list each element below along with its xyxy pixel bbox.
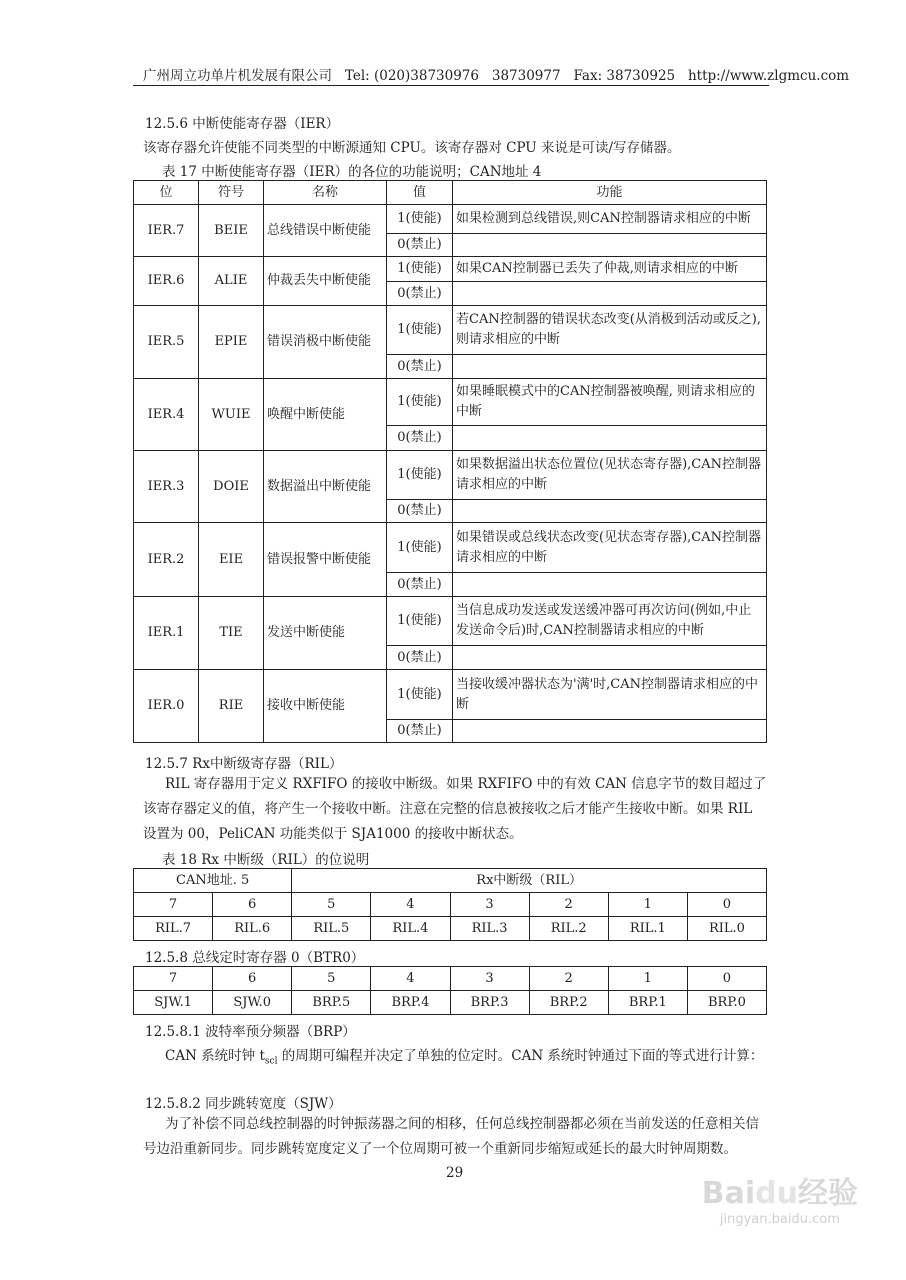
section-title-brp: 12.5.8.1 波特率预分频器（BRP） xyxy=(145,1024,356,1040)
bit-cell: IER.3 xyxy=(134,451,199,523)
value-disable-cell: 0(禁止) xyxy=(387,426,453,451)
value-disable-cell: 0(禁止) xyxy=(387,234,453,257)
section-title-ril: 12.5.7 Rx中断级寄存器（RIL） xyxy=(145,756,343,772)
symbol-cell: TIE xyxy=(199,597,264,670)
symbol-cell: EIE xyxy=(199,523,264,597)
bit-index-cell: 7 xyxy=(134,893,213,917)
bit-cell: IER.1 xyxy=(134,597,199,670)
ier-header-cell: 名称 xyxy=(264,181,387,205)
function-cell: 如果错误或总线状态改变(见状态寄存器),CAN控制器请求相应的中断 xyxy=(453,523,767,573)
function-empty-cell xyxy=(453,282,767,306)
page-number: 29 xyxy=(446,1165,464,1181)
bit-cell: IER.5 xyxy=(134,306,199,379)
value-disable-cell: 0(禁止) xyxy=(387,573,453,597)
value-enable-cell: 1(使能) xyxy=(387,306,453,355)
value-enable-cell: 1(使能) xyxy=(387,205,453,234)
section-text-ril: RIL 寄存器用于定义 RXFIFO 的接收中断级。如果 RXFIFO 中的有效 CAN 信息字节的数目超过了该寄存器定义的值，将产生一个接收中断。注意在完整的信息被接收之后才能产生接收中断。如果 RIL 设置为 00，PeliCAN 功能类似于 SJA1000 的接收中断状态。 xyxy=(143,776,767,842)
bit-index-cell: 5 xyxy=(292,967,371,991)
ier-row xyxy=(134,257,767,282)
ier-table xyxy=(133,180,767,743)
symbol-cell: BEIE xyxy=(199,205,264,257)
function-cell: 如果数据溢出状态位置位(见状态寄存器),CAN控制器请求相应的中断 xyxy=(453,451,767,500)
name-cell: 发送中断使能 xyxy=(264,597,387,670)
baidu-watermark-logo: Baidu经验 jingyan.baidu.com xyxy=(701,1176,858,1227)
function-empty-cell xyxy=(453,355,767,379)
bit-index-cell: 6 xyxy=(213,893,292,917)
ier-row xyxy=(134,670,767,720)
ril-title-cell: Rx中断级（RIL） xyxy=(292,869,767,893)
function-empty-cell xyxy=(453,646,767,670)
bit-index-cell: 6 xyxy=(213,967,292,991)
ier-row xyxy=(134,523,767,573)
ril-address-cell: CAN地址. 5 xyxy=(134,869,292,893)
value-enable-cell: 1(使能) xyxy=(387,451,453,500)
value-disable-cell: 0(禁止) xyxy=(387,282,453,306)
function-empty-cell xyxy=(453,426,767,451)
bit-index-cell: 1 xyxy=(608,967,687,991)
name-cell: 错误报警中断使能 xyxy=(264,523,387,597)
bit-cell: IER.2 xyxy=(134,523,199,597)
value-disable-cell: 0(禁止) xyxy=(387,500,453,523)
value-enable-cell: 1(使能) xyxy=(387,670,453,720)
bit-index-cell: 2 xyxy=(529,967,608,991)
table18-caption: 表 18 Rx 中断级（RIL）的位说明 xyxy=(162,852,370,868)
value-enable-cell: 1(使能) xyxy=(387,379,453,426)
function-cell: 如果检测到总线错误,则CAN控制器请求相应的中断 xyxy=(453,205,767,234)
function-cell: 若CAN控制器的错误状态改变(从消极到活动或反之), 则请求相应的中断 xyxy=(453,306,767,355)
ril-bit-name-cell: RIL.3 xyxy=(450,917,529,941)
function-cell: 如果CAN控制器已丢失了仲裁,则请求相应的中断 xyxy=(453,257,767,282)
bit-index-cell: 0 xyxy=(687,967,766,991)
bit-index-cell: 2 xyxy=(529,893,608,917)
btr0-bit-name-cell: SJW.0 xyxy=(213,991,292,1015)
section-text-brp: CAN 系统时钟 $t_{scl}$ 的周期可编程并决定了单独的位定时。CAN 系统时钟通过下面的等式进行计算： xyxy=(165,1048,764,1067)
header-rule xyxy=(133,85,769,86)
btr0-bit-name-cell: BRP.5 xyxy=(292,991,371,1015)
symbol-cell: EPIE xyxy=(199,306,264,379)
bit-index-cell: 5 xyxy=(292,893,371,917)
ril-bit-name-cell: RIL.5 xyxy=(292,917,371,941)
bit-index-cell: 3 xyxy=(450,967,529,991)
function-empty-cell xyxy=(453,573,767,597)
section-text-sjw: 为了补偿不同总线控制器的时钟振荡器之间的相移，任何总线控制器都必须在当前发送的任意相关信号边沿重新同步。同步跳转宽度定义了一个位周期可被一个重新同步缩短或延长的最大时钟周期数。 xyxy=(143,1116,759,1157)
bit-index-cell: 7 xyxy=(134,967,213,991)
section-title-sjw: 12.5.8.2 同步跳转宽度（SJW） xyxy=(145,1096,342,1112)
name-cell: 错误消极中断使能 xyxy=(264,306,387,379)
bit-index-cell: 4 xyxy=(371,967,450,991)
section-title-ier: 12.5.6 中断使能寄存器（IER） xyxy=(145,116,340,132)
ril-table xyxy=(133,868,767,941)
section-text-ier: 该寄存器允许使能不同类型的中断源通知 CPU。该寄存器对 CPU 来说是可读/写存储器。 xyxy=(143,140,681,156)
symbol-cell: ALIE xyxy=(199,257,264,306)
ier-row xyxy=(134,597,767,646)
bit-index-cell: 1 xyxy=(608,893,687,917)
ier-header-cell: 功能 xyxy=(453,181,767,205)
value-disable-cell: 0(禁止) xyxy=(387,646,453,670)
bit-index-cell: 0 xyxy=(687,893,766,917)
bit-index-cell: 3 xyxy=(450,893,529,917)
value-enable-cell: 1(使能) xyxy=(387,523,453,573)
bit-index-cell: 4 xyxy=(371,893,450,917)
page-header: 广州周立功单片机发展有限公司 Tel: (020)38730976 38730977 Fax: 38730925 http://www.zlgmcu.com xyxy=(143,68,850,84)
btr0-bit-name-cell: SJW.1 xyxy=(134,991,213,1015)
function-cell: 当信息成功发送或发送缓冲器可再次访问(例如,中止发送命令后)时,CAN控制器请求相应的中断 xyxy=(453,597,767,646)
btr0-bit-name-cell: BRP.4 xyxy=(371,991,450,1015)
bit-cell: IER.0 xyxy=(134,670,199,743)
name-cell: 接收中断使能 xyxy=(264,670,387,743)
btr0-bit-name-cell: BRP.2 xyxy=(529,991,608,1015)
ril-bit-name-cell: RIL.0 xyxy=(687,917,766,941)
function-cell: 当接收缓冲器状态为'满'时,CAN控制器请求相应的中断 xyxy=(453,670,767,720)
symbol-cell: WUIE xyxy=(199,379,264,451)
section-title-btr0: 12.5.8 总线定时寄存器 0（BTR0） xyxy=(145,950,365,966)
bit-cell: IER.4 xyxy=(134,379,199,451)
name-cell: 总线错误中断使能 xyxy=(264,205,387,257)
value-disable-cell: 0(禁止) xyxy=(387,720,453,743)
ier-row xyxy=(134,205,767,234)
btr0-bit-name-cell: BRP.0 xyxy=(687,991,766,1015)
btr0-table xyxy=(133,966,767,1015)
bit-cell: IER.6 xyxy=(134,257,199,306)
name-cell: 唤醒中断使能 xyxy=(264,379,387,451)
btr0-bit-name-cell: BRP.3 xyxy=(450,991,529,1015)
ier-header-cell: 值 xyxy=(387,181,453,205)
value-enable-cell: 1(使能) xyxy=(387,257,453,282)
table17-caption: 表 17 中断使能寄存器（IER）的各位的功能说明；CAN地址 4 xyxy=(162,164,542,180)
ril-bit-name-cell: RIL.1 xyxy=(608,917,687,941)
ier-row xyxy=(134,379,767,426)
value-disable-cell: 0(禁止) xyxy=(387,355,453,379)
ier-row xyxy=(134,451,767,500)
ril-bit-name-cell: RIL.4 xyxy=(371,917,450,941)
function-cell: 如果睡眠模式中的CAN控制器被唤醒, 则请求相应的中断 xyxy=(453,379,767,426)
function-empty-cell xyxy=(453,720,767,743)
symbol-cell: RIE xyxy=(199,670,264,743)
function-empty-cell xyxy=(453,500,767,523)
ier-header-cell: 位 xyxy=(134,181,199,205)
btr0-bit-name-cell: BRP.1 xyxy=(608,991,687,1015)
ril-bit-name-cell: RIL.2 xyxy=(529,917,608,941)
function-empty-cell xyxy=(453,234,767,257)
ril-bit-name-cell: RIL.7 xyxy=(134,917,213,941)
value-enable-cell: 1(使能) xyxy=(387,597,453,646)
bit-cell: IER.7 xyxy=(134,205,199,257)
ier-header-cell: 符号 xyxy=(199,181,264,205)
ier-row xyxy=(134,306,767,355)
symbol-cell: DOIE xyxy=(199,451,264,523)
name-cell: 数据溢出中断使能 xyxy=(264,451,387,523)
name-cell: 仲裁丢失中断使能 xyxy=(264,257,387,306)
ril-bit-name-cell: RIL.6 xyxy=(213,917,292,941)
